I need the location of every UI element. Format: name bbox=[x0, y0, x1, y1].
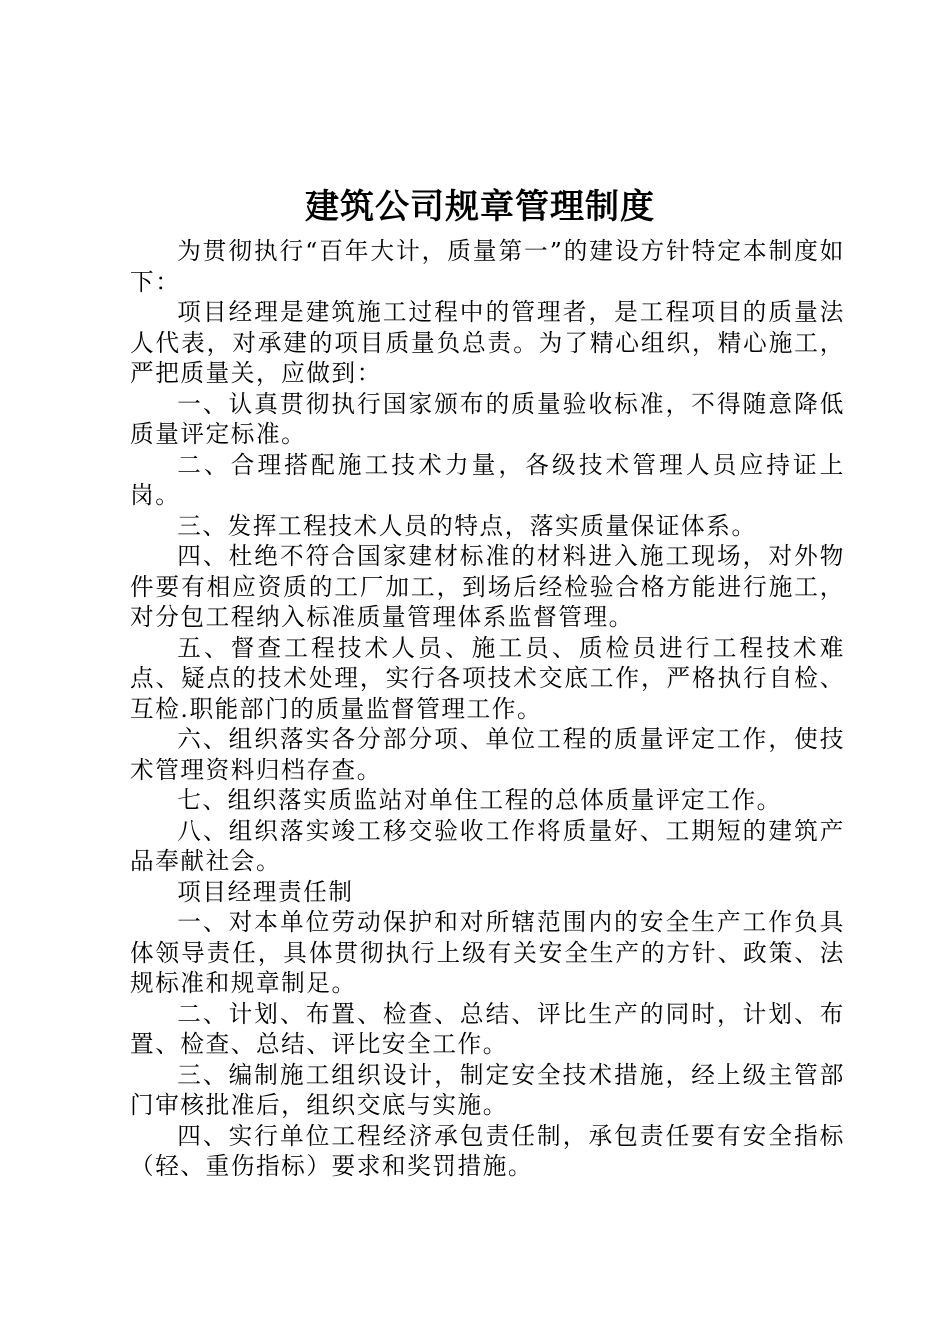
paragraph-resp-2: 二、计划、布置、检查、总结、评比生产的同时，计划、布置、检查、总结、评比安全工作。 bbox=[130, 999, 845, 1058]
section-heading-responsibility: 项目经理责任制 bbox=[177, 877, 354, 906]
document-body bbox=[130, 236, 845, 1182]
paragraph-item-5: 五、督查工程技术人员、施工员、质检员进行工程技术难点、疑点的技术处理，实行各项技术交底工作，严格执行自检、互检.职能部门的质量监督管理工作。 bbox=[130, 633, 845, 723]
paragraph-item-6: 六、组织落实各分部分项、单位工程的质量评定工作，使技术管理资料归档存查。 bbox=[130, 725, 845, 784]
paragraph-resp-3: 三、编制施工组织设计，制定安全技术措施，经上级主管部门审核批准后，组织交底与实施。 bbox=[130, 1060, 845, 1119]
paragraph-item-3: 三、发挥工程技术人员的特点，落实质量保证体系。 bbox=[177, 511, 757, 540]
paragraph-item-7: 七、组织落实质监站对单住工程的总体质量评定工作。 bbox=[177, 786, 782, 814]
document-title: 建筑公司规章管理制度 bbox=[305, 187, 655, 227]
paragraph-item-8: 八、组织落实竣工移交验收工作将质量好、工期短的建筑产品奉献社会。 bbox=[130, 816, 845, 875]
paragraph-resp-4: 四、实行单位工程经济承包责任制，承包责任要有安全指标（轻、重伤指标）要求和奖罚措施。 bbox=[130, 1121, 845, 1180]
paragraph-item-1: 一、认真贯彻执行国家颁布的质量验收标准，不得随意降低质量评定标准。 bbox=[130, 389, 845, 448]
paragraph-manager-role: 项目经理是建筑施工过程中的管理者，是工程项目的质量法人代表，对承建的项目质量负总责。为了精心组织，精心施工，严把质量关，应做到： bbox=[130, 298, 845, 387]
paragraph-intro: 为贯彻执行“百年大计，质量第一”的建设方针特定本制度如下： bbox=[130, 237, 845, 296]
paragraph-item-4: 四、杜绝不符合国家建材标准的材料进入施工现场，对外物件要有相应资质的工厂加工，到场后经检验合格方能进行施工，对分包工程纳入标准质量管理体系监督管理。 bbox=[130, 542, 845, 631]
paragraph-item-2: 二、合理搭配施工技术力量，各级技术管理人员应持证上岗。 bbox=[130, 450, 845, 509]
paragraph-resp-1: 一、对本单位劳动保护和对所辖范围内的安全生产工作负具体领导责任，具体贯彻执行上级有关安全生产的方针、政策、法规标准和规章制足。 bbox=[130, 908, 845, 997]
